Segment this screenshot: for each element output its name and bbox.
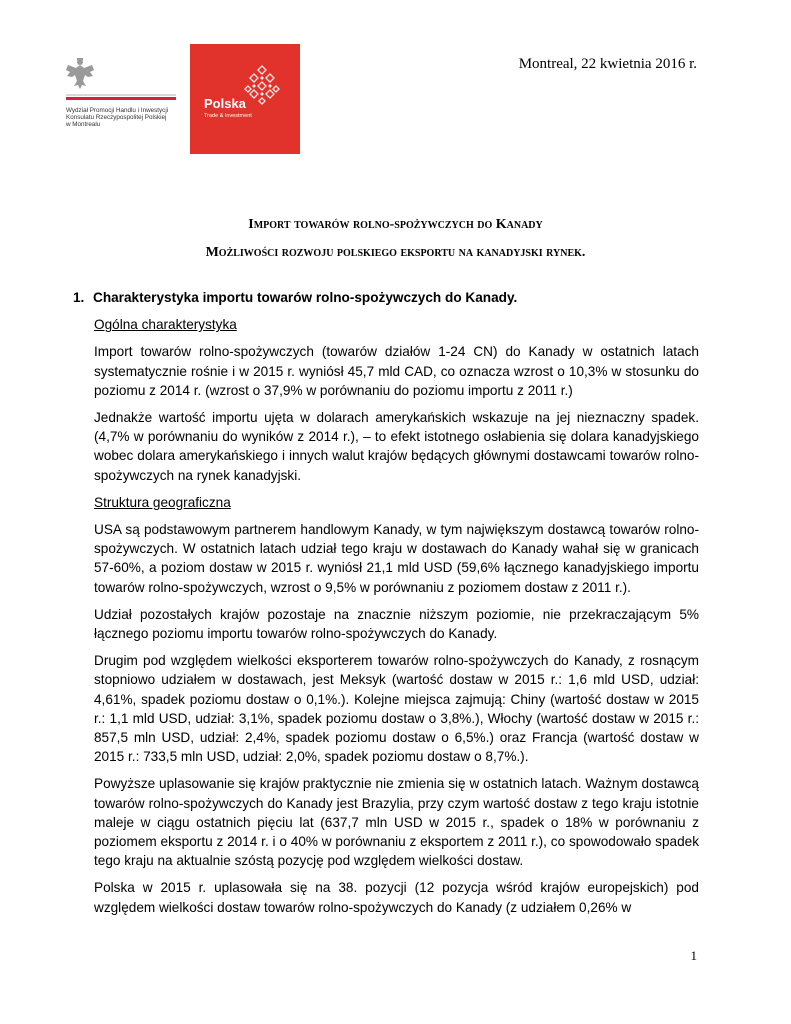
paragraph: USA są podstawowym partnerem handlowym Kanady, w tym największym dostawcą towarów rolno-spożywczych. W ostatnich latach udział tego kraju w dostawach do Kanady wahał się w granicach 57-60%, a poziom dostaw w 2015 r. wyniósł 21,1 mld USD (59,6% łącznego kanadyjskiego importu towarów rolno-spożywczych, wzrost o 9,5% w porównaniu z poziomem dostaw z 2011 r.). <box>94 522 699 595</box>
document-body <box>73 288 699 925</box>
page-number: 1 <box>690 948 697 963</box>
logo-brand-text: Polska <box>204 96 246 111</box>
paragraph: Udział pozostałych krajów pozostaje na znacznie niższym poziomie, nie przekraczającym 5% łącznego poziomu importu towarów rolno-spożywczych do Kanady. <box>94 606 699 642</box>
department-line: w Montrealu <box>66 121 101 128</box>
paragraph: Drugim pod względem wielkości eksporterem towarów rolno-spożywczych do Kanady, z rosnącym stopniowo udziałem w dostawach, jest Meksyk (wartość dostaw w 2015 r.: 1,6 mld USD, udział: 4,61%, spadek poziomu dostaw o 0,1%.). Kolejne miejsca zajmują: Chiny (wartość dostaw w 2015 r.: 1,1 mld USD, udział: 3,1%, spadek poziomu dostaw o 3,8%.), Włochy (wartość dostaw w 2015 r.: 857,5 mln USD, udział: 2,4%, spadek poziomu dostaw o 6,5%.) oraz Francja (wartość dostaw w 2015 r.: 733,5 mln USD, udział: 2,0%, spadek poziomu dostaw o 8,7%.). <box>94 653 699 765</box>
paragraph: Import towarów rolno-spożywczych (towarów działów 1-24 CN) do Kanady w ostatnich latach systematycznie rośnie i w 2015 r. wyniósł 45,7 mld CAD, co oznacza wzrost o 10,3% w stosunku do poziomu z 2014 r. (wzrost o 37,9% w porównaniu do poziomu importu z 2011 r.) <box>94 344 699 398</box>
department-name <box>66 107 186 128</box>
department-line: Konsulatu Rzeczypospolitej Polskiej <box>66 114 167 121</box>
polska-trade-investment-logo <box>190 44 300 154</box>
subheading-general: Ogólna charakterystyka <box>94 317 237 333</box>
department-line: Wydział Promocji Handlu i Inwestycji <box>66 107 169 114</box>
subheading-geographic: Struktura geograficzna <box>94 494 231 510</box>
document-title: Import towarów rolno-spożywczych do Kanady <box>248 217 543 232</box>
logo-subtitle: Trade & Investment <box>204 113 252 119</box>
paragraph: Polska w 2015 r. uplasowała się na 38. pozycji (12 pozycja wśród krajów europejskich) pod względem wielkości dostaw towarów rolno-spożywczych do Kanady (z udziałem 0,26% w <box>94 880 699 915</box>
document-subtitle: Możliwości rozwoju polskiego eksportu na kanadyjski rynek. <box>205 245 586 260</box>
paragraph: Jednakże wartość importu ujęta w dolarach amerykańskich wskazuje na jej nieznaczny spadek. (4,7% w porównaniu do wyników z 2014 r.), – to efekt istotnego osłabienia się dolara kanadyjskiego wobec dolara amerykańskiego i innych walut krajów będących głównymi dostawcami towarów rolno-spożywczych na rynek kanadyjski. <box>94 410 699 483</box>
section-heading-text: Charakterystyka importu towarów rolno-spożywczych do Kanady. <box>93 290 518 305</box>
diamond-pattern-icon <box>242 64 282 108</box>
section-number: 1. <box>73 290 85 305</box>
polish-eagle-emblem-icon <box>64 56 96 90</box>
flag-underline <box>66 94 176 100</box>
paragraph: Powyższe uplasowanie się krajów praktycznie nie zmienia się w ostatnich latach. Ważnym dostawcą towarów rolno-spożywczych do Kanady jest Brazylia, przy czym wartość dostaw z tego kraju istotnie maleje w ciągu ostatnich pięciu lat (637,7 mln USD w 2015 r., spadek o 18% w porównaniu z poziomem eksportu z 2014 r. i o 40% w porównaniu z eksportem z 2011 r.), co spowodowało spadek tego kraju na aktualnie szóstą pozycję pod względem wielkości dostaw. <box>94 776 699 869</box>
document-date: Montreal, 22 kwietnia 2016 r. <box>518 56 697 72</box>
section-heading <box>73 288 699 307</box>
